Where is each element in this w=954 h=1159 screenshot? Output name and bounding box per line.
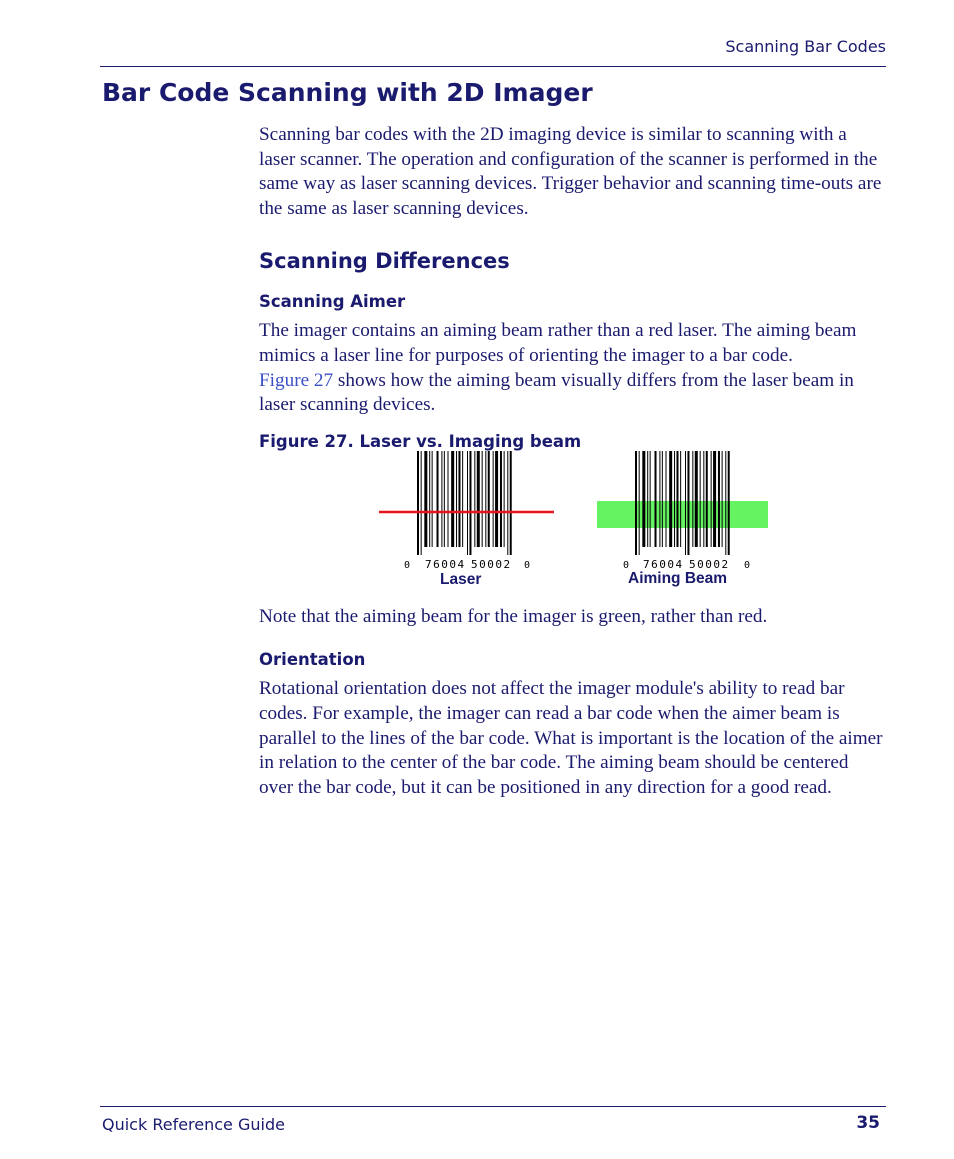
barcode-bar	[647, 451, 648, 547]
barcode-bar	[685, 451, 686, 555]
barcode-aimer-guard-right: 0	[744, 559, 751, 571]
barcode-bar	[421, 451, 422, 555]
laser-label: Laser	[440, 570, 482, 588]
aimer-heading: Scanning Aimer	[259, 292, 406, 312]
barcode-bar	[669, 451, 672, 547]
figure-27	[259, 451, 886, 599]
barcode-aimer	[597, 451, 768, 571]
barcode-bar	[676, 451, 678, 547]
barcode-bar	[700, 451, 701, 547]
main-content	[259, 123, 886, 800]
page-title: Bar Code Scanning with 2D Imager	[102, 78, 593, 107]
barcode-bar	[659, 451, 660, 547]
barcode-bar	[695, 451, 698, 547]
barcode-bar	[417, 451, 419, 555]
page-number: 35	[856, 1113, 880, 1133]
barcode-bar	[504, 451, 505, 547]
figure-27-link[interactable]: Figure 27	[259, 369, 334, 391]
barcode-bar	[639, 451, 640, 555]
barcode-laser-bars	[417, 451, 512, 555]
barcode-bar	[722, 451, 723, 547]
barcode-bar	[706, 451, 708, 547]
subsection-title: Scanning Differences	[259, 249, 510, 274]
barcode-bar	[456, 451, 457, 547]
barcode-bar	[469, 451, 471, 555]
barcode-bar	[482, 451, 483, 547]
barcode-bar	[642, 451, 645, 547]
figure-27-illustration	[259, 451, 886, 599]
running-header: Scanning Bar Codes	[725, 37, 886, 56]
barcode-bar	[650, 451, 651, 547]
barcode-bar	[728, 451, 730, 555]
barcode-laser	[379, 451, 554, 571]
barcode-bar	[510, 451, 512, 555]
barcode-bar	[462, 451, 463, 547]
barcode-bar	[488, 451, 490, 547]
barcode-bar	[474, 451, 475, 547]
barcode-laser-guard-right: 0	[524, 559, 531, 571]
barcode-bar	[692, 451, 693, 547]
barcode-bar	[451, 451, 454, 547]
barcode-bar	[507, 451, 508, 555]
barcode-aimer-digits-left: 76004	[643, 557, 684, 571]
barcode-laser-guard-left: 0	[404, 559, 411, 571]
barcode-aimer-guard-left: 0	[623, 559, 630, 571]
barcode-bar	[448, 451, 449, 547]
barcode-bar	[467, 451, 468, 555]
barcode-laser-digits-left: 76004	[425, 557, 466, 571]
figure-caption: Figure 27. Laser vs. Imaging beam	[259, 431, 582, 451]
aiming-beam-band	[597, 501, 768, 528]
barcode-bar	[441, 451, 442, 547]
barcode-bar	[687, 451, 689, 555]
barcode-bar	[458, 451, 460, 547]
barcode-bar	[725, 451, 726, 555]
note-paragraph: Note that the aiming beam for the imager is green, rather than red.	[259, 605, 768, 627]
footer-guide-title: Quick Reference Guide	[102, 1115, 285, 1134]
footer-rule	[100, 1106, 886, 1107]
intro-paragraph: Scanning bar codes with the 2D imaging device is similar to scanning with a laser scanner. The operation and configuration of the scanner is performed in the same way as laser scanning devices. Trigger behavior and scanning time-outs are the same as laser scanning devices.	[259, 124, 882, 219]
barcode-aimer-digits-right: 50002	[689, 557, 730, 571]
barcode-bar	[635, 451, 637, 555]
barcode-bar	[662, 451, 663, 547]
aiming-beam-label: Aiming Beam	[628, 569, 728, 587]
barcode-bar	[495, 451, 498, 547]
barcode-bar	[493, 451, 494, 547]
orientation-heading: Orientation	[259, 650, 366, 670]
barcode-bar	[674, 451, 675, 547]
aimer-text-start: The imager contains an aiming beam rather than a red laser. The aiming beam mimics a laser line for purposes of orienting the imager to a bar code.	[259, 320, 857, 366]
barcode-bar	[444, 451, 445, 547]
barcode-bar	[703, 451, 704, 547]
barcode-bar	[666, 451, 667, 547]
barcode-bar	[655, 451, 657, 547]
header-rule	[100, 66, 886, 67]
barcode-bar	[485, 451, 486, 547]
barcode-bar	[432, 451, 433, 547]
barcode-bar	[718, 451, 720, 547]
barcode-bar	[711, 451, 712, 547]
barcode-bar	[429, 451, 430, 547]
barcode-bar	[680, 451, 681, 547]
barcode-bar	[437, 451, 439, 547]
barcode-bar	[713, 451, 716, 547]
barcode-bar	[500, 451, 502, 547]
orientation-paragraph: Rotational orientation does not affect the imager module's ability to read bar codes. For example, the imager can read a bar code when the aimer beam is parallel to the lines of the bar code. What is important is the location of the aimer in relation to the center of the bar code. The aiming beam should be centered over the bar code, but it can be positioned in any direction for a good read.	[259, 678, 883, 798]
barcode-laser-digits-right: 50002	[471, 557, 512, 571]
barcode-bar	[424, 451, 427, 547]
barcode-bar	[477, 451, 480, 547]
aimer-paragraph	[259, 319, 886, 417]
aimer-text-end: shows how the aiming beam visually differs from the laser beam in laser scanning devices.	[259, 369, 854, 416]
